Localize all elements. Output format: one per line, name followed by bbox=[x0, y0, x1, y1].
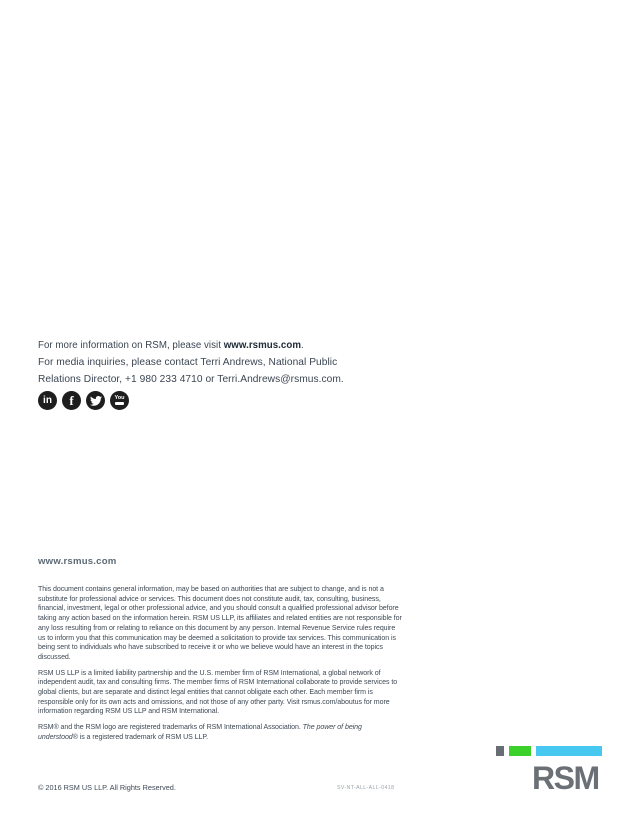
contact-block bbox=[38, 337, 398, 388]
website-link[interactable]: www.rsmus.com bbox=[223, 340, 301, 351]
logo-bar-green bbox=[509, 746, 531, 756]
twitter-icon[interactable] bbox=[86, 391, 105, 410]
document-code: SV-NT-ALL-ALL-0418 bbox=[337, 785, 395, 791]
facebook-icon[interactable]: f bbox=[62, 391, 81, 410]
contact-line-1: For more information on RSM, please visit www.rsmus.com. bbox=[38, 340, 304, 351]
contact-line-2: For media inquiries, please contact Terri Andrews, National Public bbox=[38, 357, 338, 368]
youtube-icon[interactable]: You bbox=[110, 391, 129, 410]
rsm-logo: RSM bbox=[532, 760, 599, 796]
legal-disclaimer bbox=[38, 585, 402, 749]
trademark-paragraph: RSM® and the RSM logo are registered trademarks of RSM International Association. The power of being understood® is a registered trademark of RSM US LLP. bbox=[38, 724, 362, 741]
linkedin-icon[interactable]: in bbox=[38, 391, 57, 410]
copyright: © 2016 RSM US LLP. All Rights Reserved. bbox=[38, 783, 176, 792]
rsm-international-paragraph: RSM US LLP is a limited liability partnership and the U.S. member firm of RSM International, a global network of independent audit, tax and consulting firms. The member firms of RSM International collaborate to provide services to global clients, but are separate and distinct legal entities that cannot obligate each other. Each member firm is responsible only for its own acts and omissions, and not those of any other party. Visit rsmus.com/aboutus for more information regarding RSM US LLP and RSM International. bbox=[38, 669, 398, 716]
contact-line-3: Relations Director, +1 980 233 4710 or Terri.Andrews@rsmus.com. bbox=[38, 374, 344, 385]
website-url[interactable]: www.rsmus.com bbox=[38, 556, 117, 567]
logo-bar-blue bbox=[536, 746, 602, 756]
social-icons bbox=[38, 391, 129, 410]
logo-bar-gray bbox=[496, 746, 504, 756]
disclaimer-paragraph: This document contains general information, may be based on authorities that are subject to change, and is not a substitute for professional advice or services. This document does not constitute audit, tax, consulting, business, financial, investment, legal or other professional advice, and you should consult a qualified professional advisor before taking any action based on the information herein. RSM US LLP, its affiliates and related entities are not responsible for any loss resulting from or relating to reliance on this document by any person. Internal Revenue Service rules require us to inform you that this communication may be deemed a solicitation to provide tax services. This communication is being sent to individuals who have subscribed to receive it or who we believe would have an interest in the topics discussed. bbox=[38, 586, 402, 661]
